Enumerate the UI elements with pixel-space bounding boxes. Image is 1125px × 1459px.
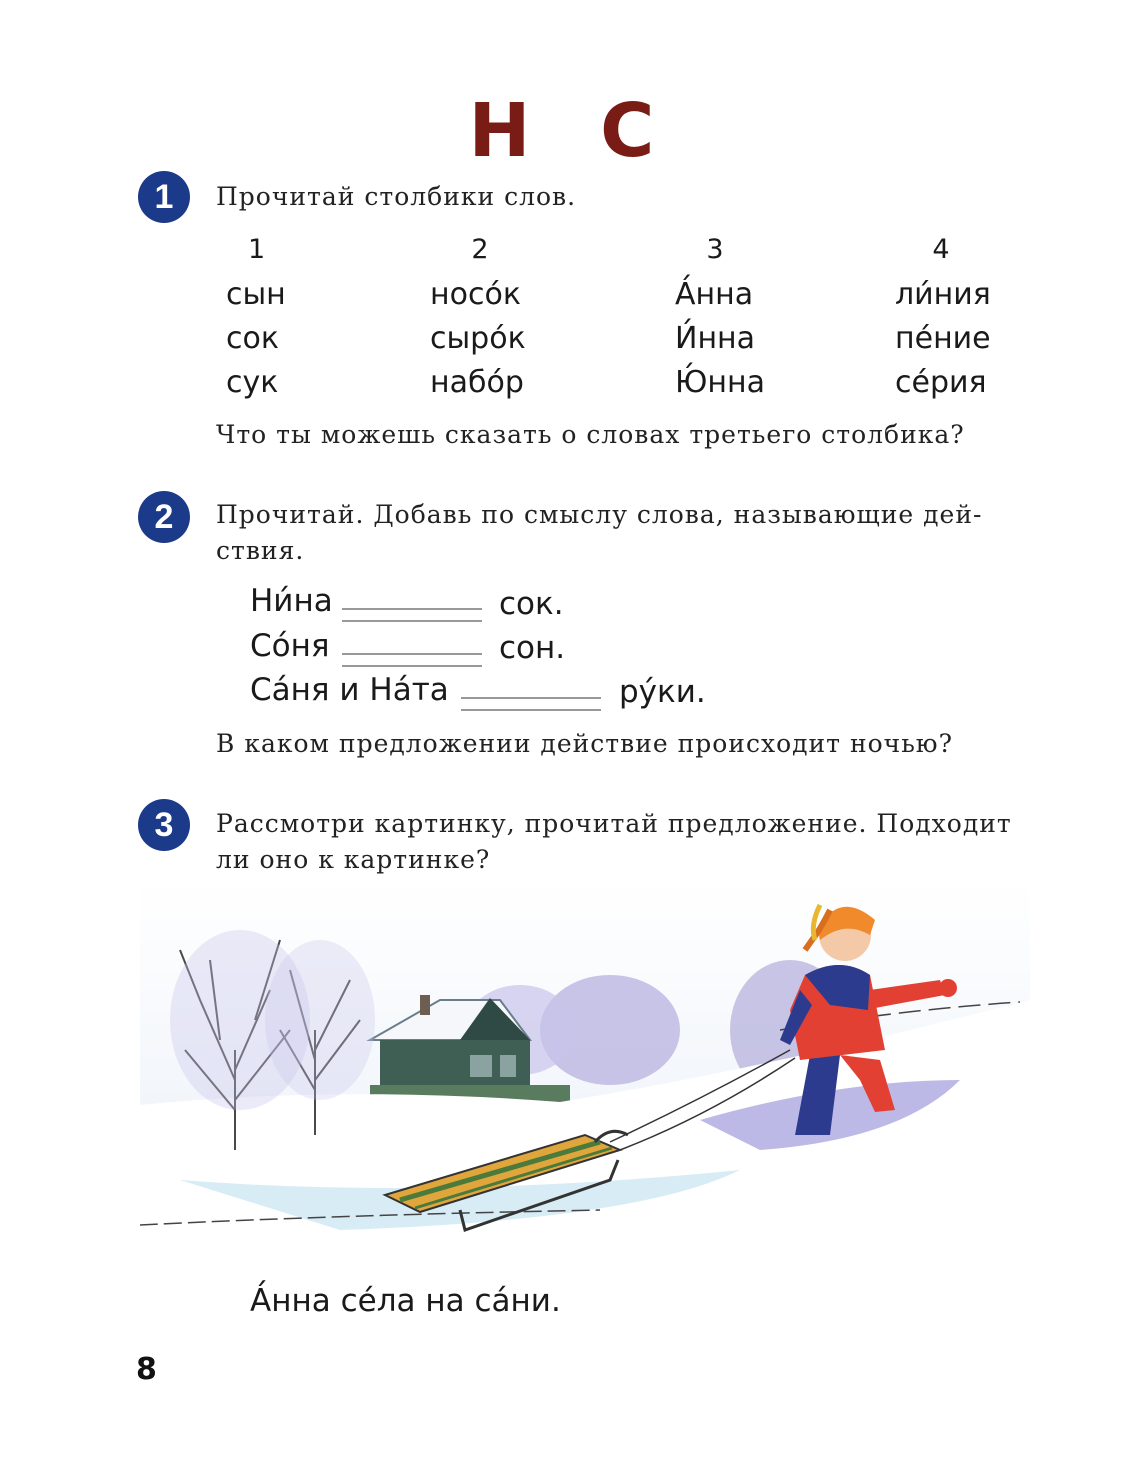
column-word: Ю́нна [675, 365, 765, 400]
illustration-caption: А́нна се́ла на са́ни. [250, 1283, 561, 1319]
column-word: се́рия [895, 365, 987, 400]
column-number: 4 [932, 234, 950, 265]
column-number: 2 [471, 234, 489, 265]
exercise-2-instruction-line1: Прочитай. Добавь по смыслу слова, называющие дей- [216, 500, 983, 529]
sentence-1-blank[interactable] [342, 608, 482, 622]
column-word: сын [226, 277, 286, 312]
word-column-1 [226, 234, 308, 405]
column-number: 1 [248, 234, 266, 265]
column-word: пе́ние [895, 321, 991, 356]
column-word: сок [226, 321, 279, 356]
exercise-2-question: В каком предложении действие происходит ночью? [216, 729, 953, 758]
exercise-1-badge: 1 [138, 171, 190, 223]
column-number: 3 [706, 234, 724, 265]
winter-sled-illustration [140, 880, 1030, 1260]
word-column-3 [675, 234, 765, 405]
column-word: набо́р [430, 365, 524, 400]
page-number: 8 [136, 1352, 157, 1387]
word-column-2 [430, 234, 530, 405]
column-word: носо́к [430, 277, 521, 312]
exercise-3-badge: 3 [138, 799, 190, 851]
column-word: ли́ния [895, 277, 991, 312]
sentence-2-end: сон. [499, 630, 566, 666]
sentence-2-start: Со́ня [250, 628, 330, 664]
exercise-1-question: Что ты можешь сказать о словах третьего столбика? [216, 420, 965, 449]
exercise-2-badge: 2 [138, 491, 190, 543]
page-title: Н С [468, 88, 657, 174]
sentence-1-start: Ни́на [250, 583, 333, 619]
sentence-3-blank[interactable] [461, 697, 601, 711]
sentence-3-end: ру́ки. [619, 674, 706, 710]
sentence-3-start: Са́ня и На́та [250, 672, 449, 708]
exercise-2-instruction-line2: ствия. [216, 536, 305, 565]
column-word: сыро́к [430, 321, 526, 356]
exercise-1-instruction: Прочитай столбики слов. [216, 182, 577, 211]
word-column-4 [895, 234, 991, 405]
sentence-1-end: сок. [499, 586, 564, 622]
exercise-3-instruction-line1: Рассмотри картинку, прочитай предложение. Подходит [216, 809, 1012, 838]
sentence-2-blank[interactable] [342, 653, 482, 667]
column-word: сук [226, 365, 279, 400]
exercise-3-instruction-line2: ли оно к картинке? [216, 845, 491, 874]
column-word: А́нна [675, 277, 754, 312]
column-word: И́нна [675, 321, 756, 356]
